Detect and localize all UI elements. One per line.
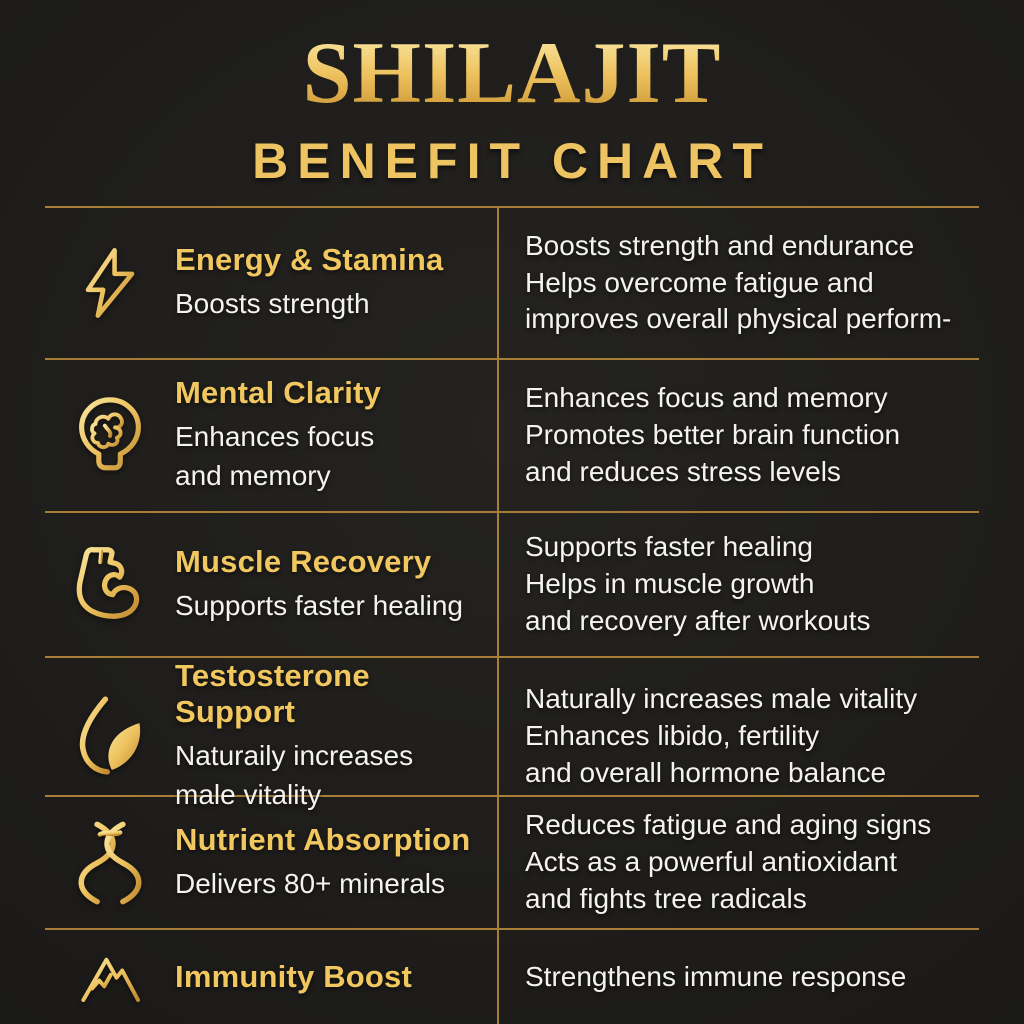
subtitle-line: Boosts strength <box>175 288 370 320</box>
detail-line: Supports faster healing <box>525 531 813 563</box>
benefit-summary <box>175 375 497 495</box>
benefit-row-nutrient <box>45 795 979 928</box>
detail-line: Enhances libido, fertility <box>525 719 820 751</box>
benefit-details <box>497 930 979 1024</box>
detail-line: Helps overcome fatigue and <box>525 266 874 298</box>
benefit-row-testosterone <box>45 656 979 810</box>
benefit-details <box>497 797 979 928</box>
benefits-table <box>45 206 979 1024</box>
benefit-summary <box>175 658 497 814</box>
benefit-title: Mental Clarity <box>175 375 382 411</box>
benefit-row-energy <box>45 206 979 358</box>
benefit-row-muscle <box>45 511 979 656</box>
benefit-row-immunity <box>45 928 979 1024</box>
detail-line: Strengthens immune response <box>525 960 907 992</box>
row-icon-cell <box>45 930 175 1024</box>
brain-head-icon <box>67 393 153 479</box>
dna-icon <box>64 817 156 909</box>
detail-line: and reduces stress levels <box>525 455 841 487</box>
row-icon-cell <box>45 513 175 656</box>
page-subtitle: BENEFIT CHART <box>252 133 772 189</box>
detail-line: Naturally increases male vitality <box>525 682 918 714</box>
benefit-title: Testosterone Support <box>175 658 370 729</box>
detail-line: Enhances focus and memory <box>525 382 888 414</box>
subtitle-line: Supports faster healing <box>175 589 463 621</box>
detail-line: Promotes better brain function <box>525 419 901 451</box>
benefit-subtitle <box>175 737 487 814</box>
benefit-details <box>497 360 979 511</box>
benefit-details <box>497 513 979 656</box>
benefit-subtitle <box>175 285 487 324</box>
benefit-subtitle <box>175 418 487 495</box>
leaf-icon <box>64 690 156 782</box>
row-icon-cell <box>45 658 175 814</box>
subtitle-line: male vitality <box>175 778 322 810</box>
detail-line: Acts as a powerful antioxidant <box>525 846 897 878</box>
row-icon-cell <box>45 360 175 511</box>
detail-line: and fights tree radicals <box>525 882 807 914</box>
benefit-subtitle <box>175 587 487 626</box>
benefit-summary <box>175 822 497 904</box>
benefit-summary <box>175 242 497 324</box>
header <box>0 0 1024 206</box>
benefit-title: Nutrient Absorption <box>175 821 471 857</box>
subtitle-line: Naturaily increases <box>175 740 414 771</box>
detail-line: Helps in muscle growth <box>525 568 815 600</box>
benefit-details <box>497 658 979 814</box>
benefit-title: Immunity Boost <box>175 959 413 994</box>
benefit-summary <box>175 959 497 995</box>
bicep-icon <box>66 541 154 629</box>
mountain-icon <box>66 941 154 1013</box>
subtitle-line: Enhances focus <box>175 421 375 453</box>
row-icon-cell <box>45 208 175 358</box>
lightning-icon <box>72 245 148 321</box>
benefit-details <box>497 208 979 358</box>
detail-line: and overall hormone balance <box>525 756 887 788</box>
detail-line: Reduces fatigue and aging signs <box>525 809 932 841</box>
benefit-title: Energy & Stamina <box>175 242 444 278</box>
benefit-row-mental <box>45 358 979 511</box>
detail-line: and recovery after workouts <box>525 604 871 636</box>
detail-line: Boosts strength and endurance <box>525 229 915 261</box>
row-icon-cell <box>45 797 175 928</box>
subtitle-line: Delivers 80+ minerals <box>175 867 445 899</box>
benefit-summary <box>175 544 497 626</box>
detail-line: improves overall physical perform- <box>525 303 952 335</box>
subtitle-line: and memory <box>175 460 331 491</box>
benefit-subtitle <box>175 865 487 904</box>
benefit-title: Muscle Recovery <box>175 543 432 579</box>
page-title: SHILAJIT <box>0 30 1024 118</box>
